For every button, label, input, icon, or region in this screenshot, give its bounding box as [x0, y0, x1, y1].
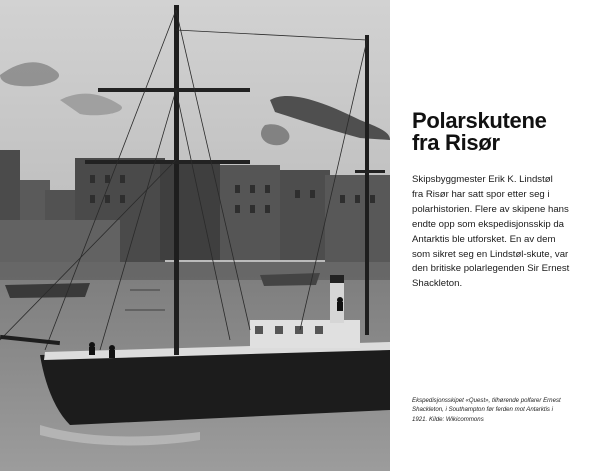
photo-caption	[412, 396, 582, 424]
body-line: som sikret seg en Lindstøl-skute, var	[412, 248, 569, 260]
article-column	[390, 0, 600, 471]
body-line: Skipsbyggmester Erik K. Lindstøl	[412, 174, 553, 185]
caption-line: Shackleton, i Southampton før ferden mot Antarktis i	[412, 406, 554, 414]
title-line: Polarskutene	[412, 108, 547, 133]
body-line: endte opp som ekspedisjonsskip da	[412, 218, 564, 230]
article-title	[412, 110, 592, 154]
body-line: Antarktis ble utforsket. En av dem	[412, 233, 556, 245]
caption-line: Ekspedisjonsskipet «Quest», tilhørende polfarer Ernest	[412, 397, 561, 404]
body-line: den britiske polarlegenden Sir Ernest	[412, 263, 570, 275]
body-line: fra Risør har satt spor etter seg i	[412, 188, 550, 200]
article-body	[412, 173, 590, 292]
caption-line: 1921. Kilde: Wikicommons	[412, 415, 484, 423]
body-line: Shackleton.	[412, 278, 463, 290]
title-line: fra Risør	[412, 130, 500, 155]
body-line: polarhistorien. Flere av skipene hans	[412, 203, 569, 215]
